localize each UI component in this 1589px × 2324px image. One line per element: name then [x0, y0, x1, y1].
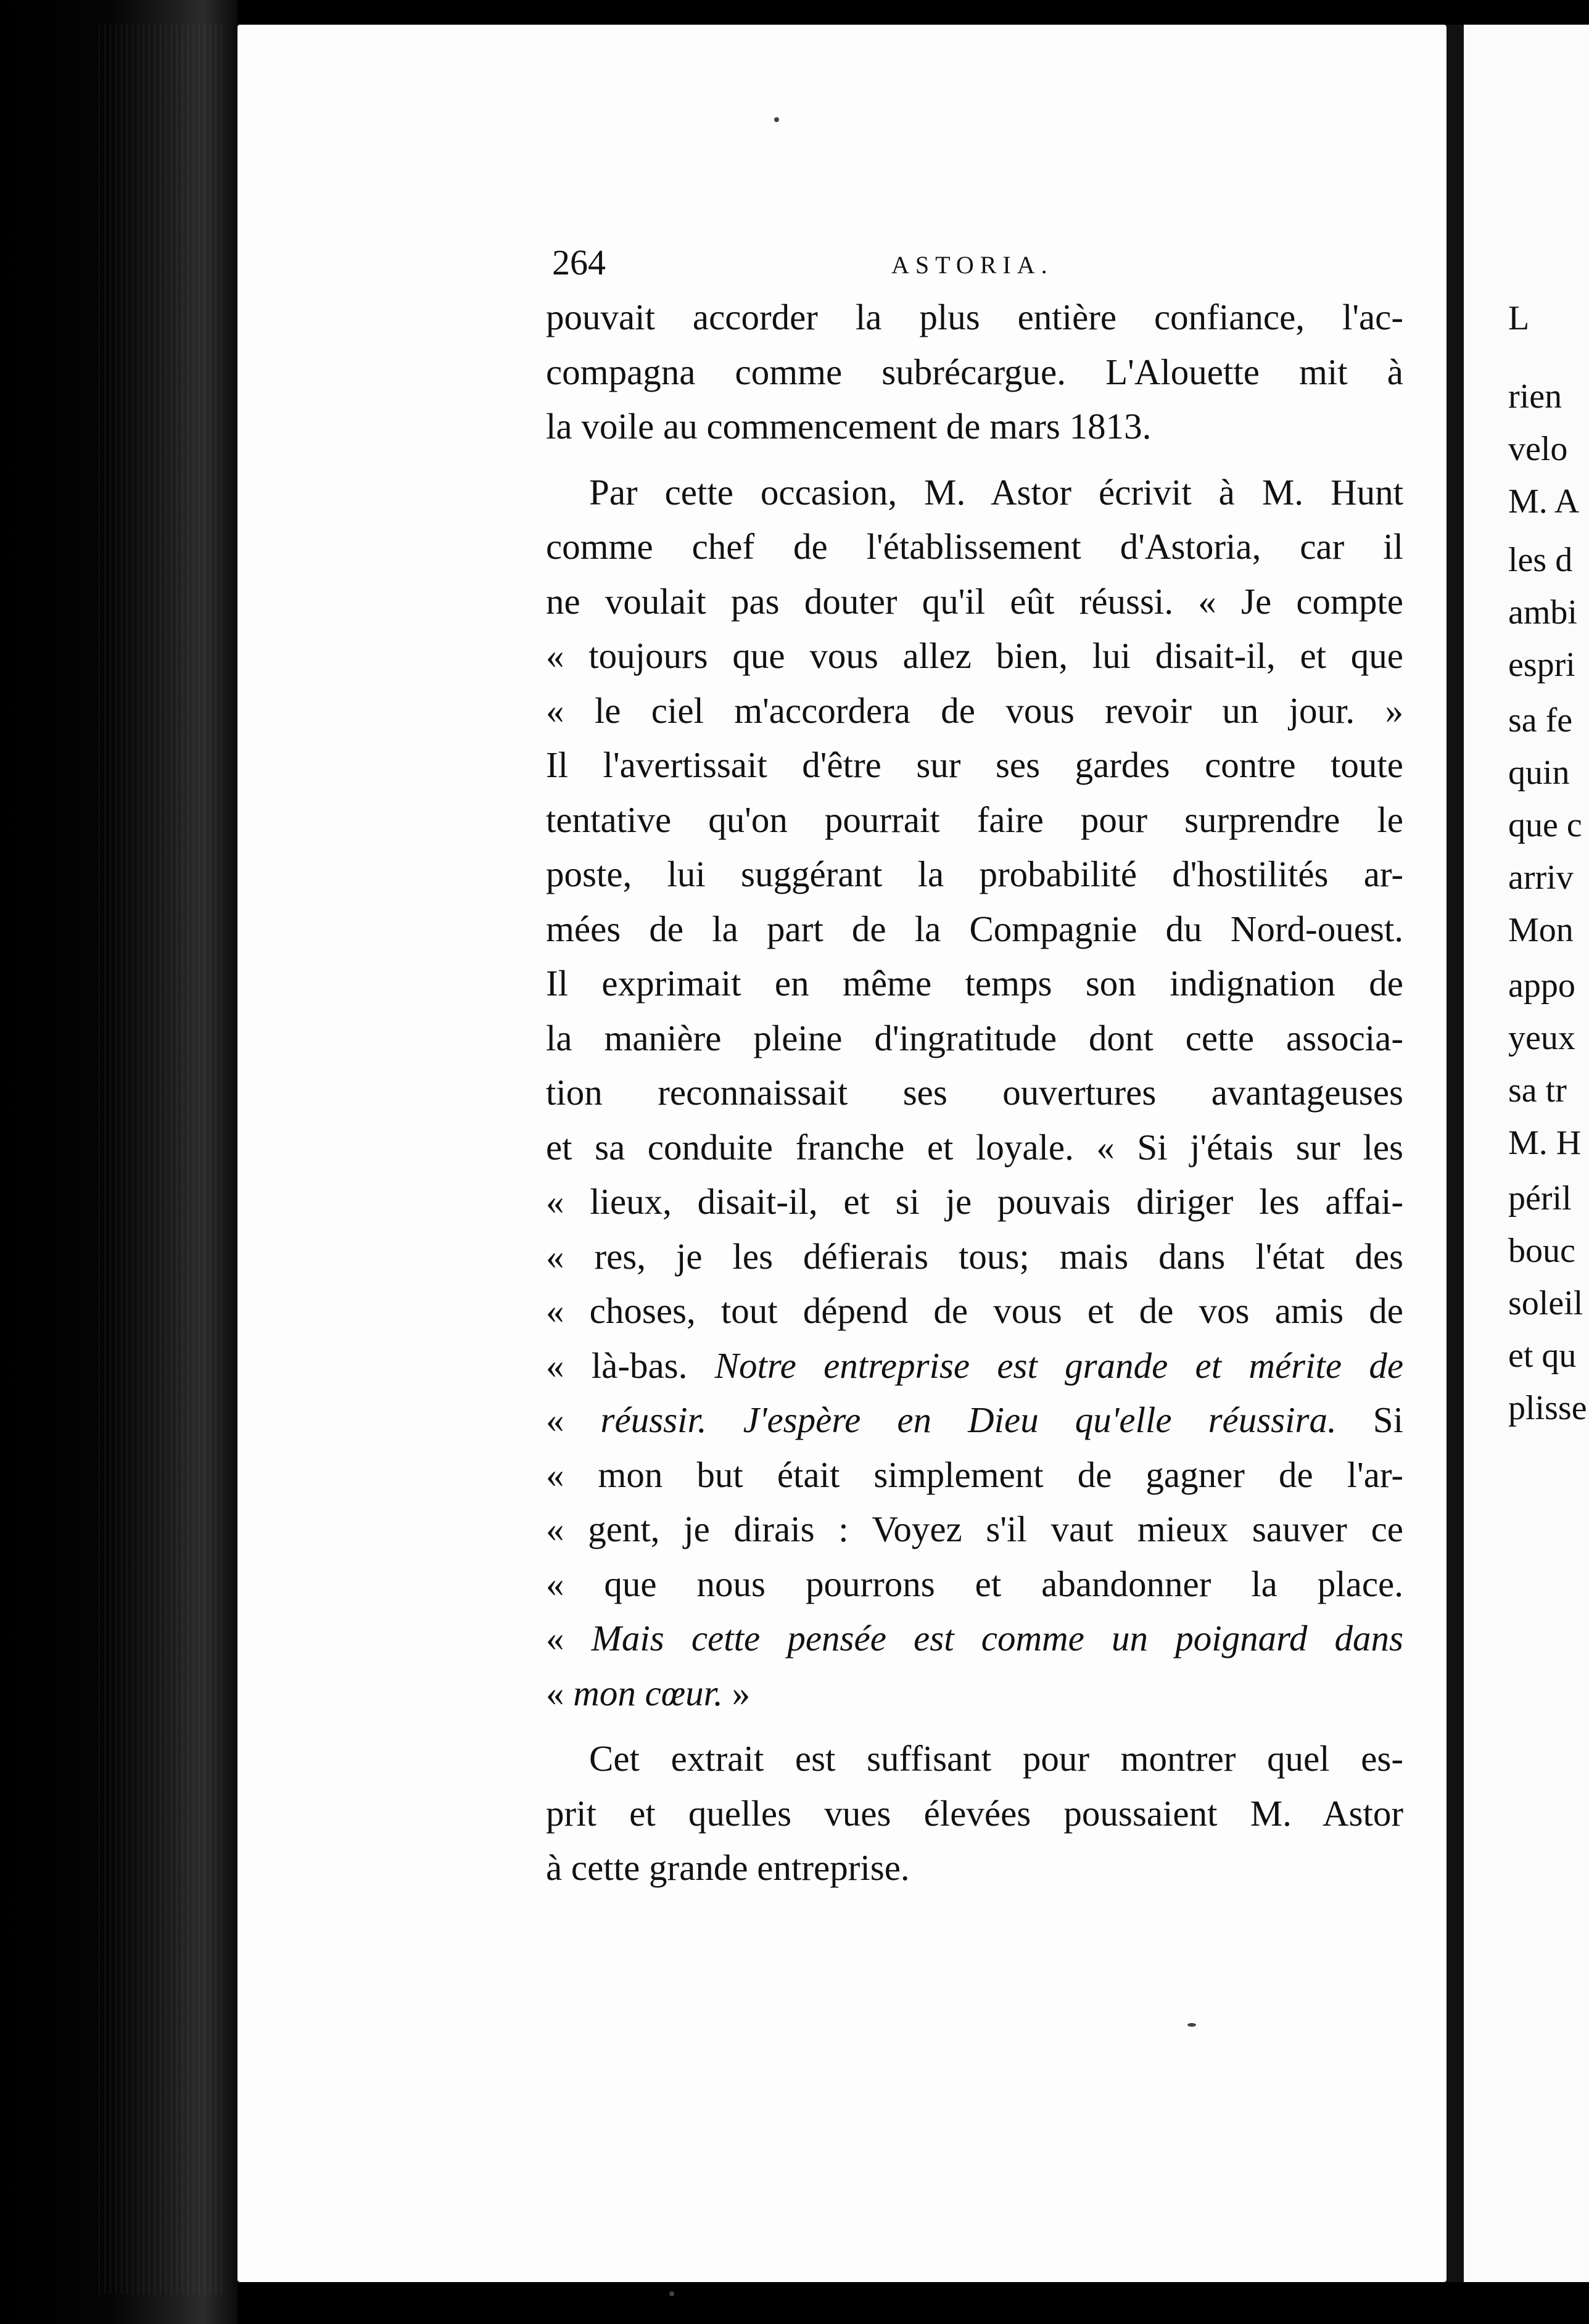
facing-page-fragment: que c: [1508, 806, 1582, 844]
facing-page-fragment: sa tr: [1508, 1071, 1567, 1110]
running-head: [552, 242, 1403, 285]
facing-page-fragment: les d: [1508, 541, 1573, 579]
text-line: tentative qu'on pourrait faire pour surprendre le: [546, 799, 1403, 840]
text-run: »: [722, 1672, 751, 1713]
text-line: Il exprimait en même temps son indignation de: [546, 963, 1403, 1003]
facing-page-fragment: bouc: [1508, 1232, 1575, 1270]
text-line: « toujours que vous allez bien, lui disait-il, et que: [546, 635, 1403, 676]
text-line: poste, lui suggérant la probabilité d'hostilités ar-: [546, 854, 1403, 894]
text-line: « gent, je dirais : Voyez s'il vaut mieux sauver ce: [546, 1509, 1403, 1549]
facing-page-fragment: yeux: [1508, 1019, 1575, 1057]
text-line: [546, 1393, 1403, 1448]
facing-page-fragment: L: [1508, 299, 1530, 337]
page-number: 264: [552, 242, 606, 282]
text-line: ne voulait pas douter qu'il eût réussi. « Je compte: [546, 580, 1403, 622]
text-run: « là-bas.: [546, 1345, 715, 1386]
paper-speck: [669, 2291, 674, 2296]
facing-page: [1464, 25, 1589, 2282]
facing-page-fragment: quin: [1508, 754, 1570, 792]
text-line: tion reconnaissait ses ouvertures avantageuses: [546, 1072, 1403, 1113]
paragraph-gap: [546, 454, 1403, 465]
text-run: «: [546, 1672, 574, 1713]
text-line: « choses, tout dépend de vous et de vos amis de: [546, 1290, 1403, 1331]
text-line: compagna comme subrécargue. L'Alouette mit à: [546, 351, 1403, 392]
text-line: « res, je les défierais tous; mais dans l'état des: [546, 1235, 1403, 1277]
italic-text: Mais cette pensée est comme un poignard dans: [591, 1618, 1403, 1659]
paper-speck: [774, 117, 779, 122]
facing-page-fragment: ambi: [1508, 593, 1577, 632]
facing-page-fragment: appo: [1508, 966, 1575, 1005]
text-run: Si: [1336, 1399, 1403, 1440]
text-line: pouvait accorder la plus entière confiance, l'ac-: [546, 297, 1403, 337]
text-line: mées de la part de la Compagnie du Nord-ouest.: [546, 908, 1403, 949]
book-binding-gutter: [0, 0, 237, 2324]
italic-text: réussir. J'espère en Dieu qu'elle réussira.: [600, 1399, 1337, 1440]
facing-page-fragment: rien: [1508, 377, 1562, 416]
facing-page-fragment: sa fe: [1508, 701, 1573, 740]
text-line: la voile au commencement de mars 1813.: [546, 406, 1152, 447]
facing-page-fragment: plisse: [1508, 1389, 1587, 1427]
binding-texture: [99, 25, 222, 2294]
text-line: « le ciel m'accordera de vous revoir un jour. »: [546, 690, 1403, 731]
running-title: ASTORIA.: [891, 251, 1054, 279]
text-line: à cette grande entreprise.: [546, 1847, 910, 1888]
paper-speck: [1187, 2023, 1196, 2027]
facing-page-fragment: péril: [1508, 1179, 1572, 1218]
paragraph-gap: [546, 1720, 1403, 1731]
italic-text: Notre entreprise est grande et mérite de: [714, 1345, 1404, 1386]
text-line: Il l'avertissait d'être sur ses gardes contre toute: [546, 744, 1403, 785]
facing-page-fragment: arriv: [1508, 859, 1574, 897]
text-line: la manière pleine d'ingratitude dont cette associa-: [546, 1017, 1403, 1058]
facing-page-fragment: Mon: [1508, 911, 1574, 949]
text-run: «: [546, 1618, 592, 1659]
italic-text: mon cœur.: [573, 1672, 723, 1713]
facing-page-fragment: et qu: [1508, 1337, 1577, 1375]
body-text: [546, 290, 1403, 1895]
facing-page-fragment: velo: [1508, 430, 1568, 468]
text-line: comme chef de l'établissement d'Astoria, car il: [546, 526, 1403, 567]
facing-page-fragment: espri: [1508, 646, 1575, 684]
text-run: «: [546, 1399, 601, 1440]
text-line: [546, 1666, 1403, 1721]
facing-page-fragment: soleil: [1508, 1284, 1583, 1322]
text-line: et sa conduite franche et loyale. « Si j'étais sur les: [546, 1126, 1403, 1168]
text-line: « que nous pourrons et abandonner la place.: [546, 1563, 1403, 1604]
text-line: [546, 1611, 1403, 1666]
page-separator: [1447, 25, 1464, 2282]
text-line: [546, 1338, 1403, 1393]
text-line: prit et quelles vues élevées poussaient M. Astor: [546, 1792, 1403, 1834]
text-line: « lieux, disait-il, et si je pouvais diriger les affai-: [546, 1181, 1403, 1222]
text-line: Cet extrait est suffisant pour montrer quel es-: [589, 1738, 1403, 1779]
facing-page-fragment: M. A: [1508, 482, 1580, 521]
text-line: « mon but était simplement de gagner de l'ar-: [546, 1454, 1403, 1495]
facing-page-fragment: M. H: [1508, 1124, 1582, 1162]
text-line: Par cette occasion, M. Astor écrivit à M. Hunt: [589, 471, 1403, 513]
